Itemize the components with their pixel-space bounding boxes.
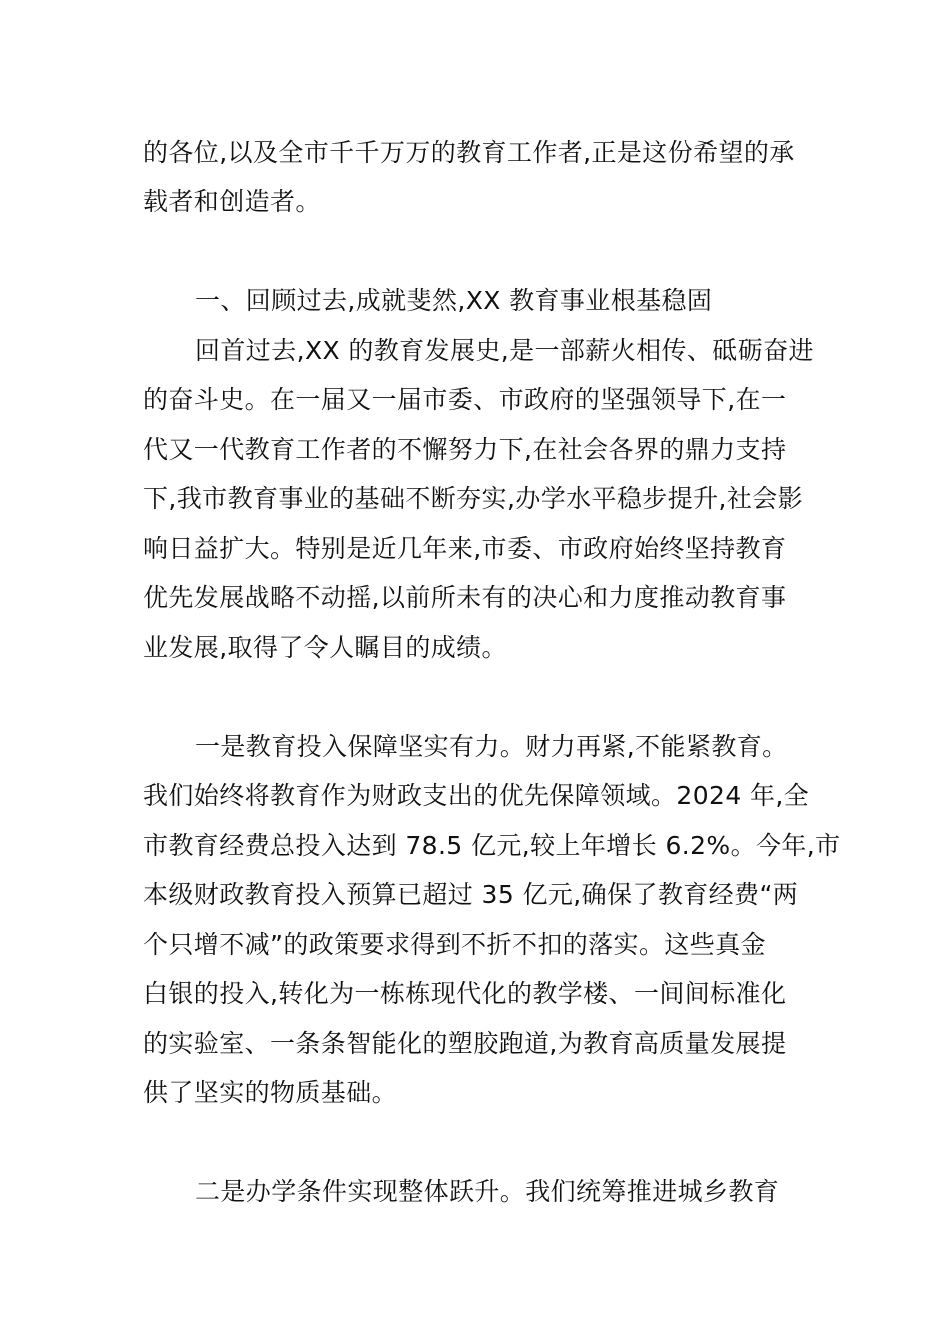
text-line: 载者和创造者。 [143,187,321,216]
text-line: 二是办学条件实现整体跃升。我们统筹推进城乡教育 [195,1177,780,1206]
text-line: 下,我市教育事业的基础不断夯实,办学水平稳步提升,社会影 [143,484,804,513]
text-line: 的实验室、一条条智能化的塑胶跑道,为教育高质量发展提 [143,1029,787,1058]
text-line: 一是教育投入保障坚实有力。财力再紧,不能紧教育。 [195,732,788,761]
text-line: 我们始终将教育作为财政支出的优先保障领域。2024 年,全 [143,781,810,810]
text-line: 回首过去,XX 的教育发展史,是一部薪火相传、砥砺奋进 [195,336,814,365]
text-line: 响日益扩大。特别是近几年来,市委、市政府始终坚持教育 [143,534,787,563]
text-line: 的各位,以及全市千千万万的教育工作者,正是这份希望的承 [143,138,795,167]
text-line: 业发展,取得了令人瞩目的成绩。 [143,633,507,662]
text-line: 白银的投入,转化为一栋栋现代化的教学楼、一间间标准化 [143,979,787,1008]
text-line: 优先发展战略不动摇,以前所未有的决心和力度推动教育事 [143,583,787,612]
text-line: 本级财政教育投入预算已超过 35 亿元,确保了教育经费“两 [143,880,799,909]
section-heading: 一、回顾过去,成就斐然,XX 教育事业根基稳固 [195,286,713,315]
text-line: 市教育经费总投入达到 78.5 亿元,较上年增长 6.2%。今年,市 [143,831,841,860]
text-line: 供了坚实的物质基础。 [143,1078,398,1107]
text-line: 代又一代教育工作者的不懈努力下,在社会各界的鼎力支持 [143,435,787,464]
text-line: 个只增不减”的政策要求得到不折不扣的落实。这些真金 [143,930,766,959]
text-line: 的奋斗史。在一届又一届市委、市政府的坚强领导下,在一 [143,385,787,414]
